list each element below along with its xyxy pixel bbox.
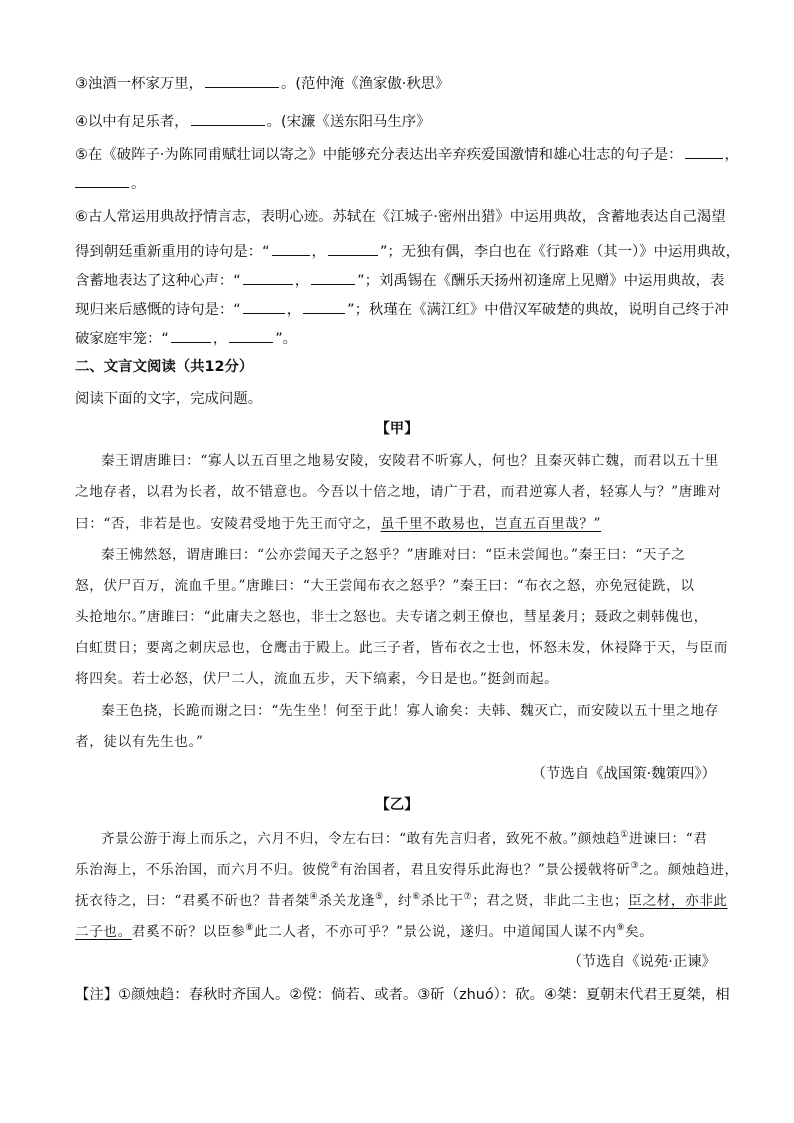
passage-yi-source: （节选自《说苑·正谏》 — [567, 954, 716, 970]
question-6-line4: 现归来后感慨的诗句是：“ ， ”；秋瑾在《满江红》中借汉军破楚的典故，说明自己终于冲 — [75, 299, 726, 317]
passage-jia-line: 之地存者，以君为长者，故不错意也。今吾以十倍之地，请广于君，而君逆寡人者，轻寡人与？”唐雎对 — [75, 484, 722, 500]
passage-yi-line: 抚衣待之，曰：“君奚不斫也？昔者桀④杀关龙逢⑤，纣⑥杀比干⑦；君之贤，非此二主也；臣之材，亦非此 — [75, 892, 728, 909]
underlined-sentence: 虽千里不敢易也，岂直五百里哉？” — [380, 516, 602, 532]
answer-blank[interactable] — [229, 328, 273, 343]
passage-yi-label: 【乙】 — [375, 797, 419, 813]
passage-jia-line: 怒，伏尸百万，流血千里。”唐雎曰：“大王尝闻布衣之怒乎？”秦王曰：“布衣之怒，亦免冠徒跣，以 — [75, 578, 695, 594]
passage-jia-label: 【甲】 — [375, 421, 419, 437]
answer-blank[interactable] — [75, 173, 129, 188]
question-6-line5: 破家庭牢笼：“ ， ”。 — [75, 328, 726, 346]
answer-blank[interactable] — [685, 144, 723, 159]
answer-blank[interactable] — [311, 270, 355, 285]
question-6: ⑥古人常运用典故抒情言志，表明心迹。苏轼在《江城子·密州出猎》中运用典故，含蓄地表达自己渴望 — [75, 209, 726, 225]
answer-blank[interactable] — [303, 299, 345, 314]
answer-blank[interactable] — [272, 241, 310, 256]
underlined-sentence: 二子也。 — [75, 924, 132, 940]
passage-jia-line: 秦王色挠，长跪而谢之曰：“先生坐！何至于此！寡人谕矣：夫韩、魏灭亡，而安陵以五十里之地存 — [101, 703, 719, 719]
question-4: ④以中有足乐者， 。(宋濂《送东阳马生序》 — [75, 111, 726, 129]
question-3: ③浊酒一杯家万里， 。(范仲淹《渔家傲·秋思》 — [75, 73, 726, 91]
passage-jia-line: 秦王谓唐雎曰：“寡人以五百里之地易安陵，安陵君不听寡人，何也？且秦灭韩亡魏，而君以五十里 — [101, 453, 719, 469]
answer-blank[interactable] — [243, 299, 285, 314]
passage-jia-line: 将四矣。若士必怒，伏尸二人，流血五步，天下缟素，今日是也。”挺剑而起。 — [75, 671, 559, 687]
question-5-cont: 。 — [75, 173, 726, 191]
passage-yi-line: 二子也。君奚不斫？以臣参⑧此二人者，不亦可乎？”景公说，遂归。中道闻国人谋不内⑨矣。 — [75, 923, 654, 940]
passage-yi-line: 乐治海上，不乐治国，而六月不归。彼傥②有治国者，君且安得乐此海也？”景公援戟将斫③之。颜烛趋进， — [75, 861, 739, 878]
answer-blank[interactable] — [328, 241, 378, 256]
answer-blank[interactable] — [191, 111, 265, 126]
passage-jia-line: 秦王怫然怒，谓唐雎曰：“公亦尝闻天子之怒乎？”唐雎对曰：“臣未尝闻也。”秦王曰：“天子之 — [101, 547, 686, 563]
section-heading: 二、文言文阅读（共12分） — [75, 359, 254, 375]
underlined-sentence: 臣之材，亦非此 — [628, 893, 728, 909]
question-6-line2: 得到朝廷重新重用的诗句是：“ ， ”；无独有偶，李白也在《行路难（其一）》中运用典故， — [75, 241, 726, 259]
question-5: ⑤在《破阵子·为陈同甫赋壮词以寄之》中能够充分表达出辛弃疾爱国激情和雄心壮志的句子是： ， — [75, 144, 726, 162]
question-6-line3: 含蓄地表达了这种心声：“ ， ”；刘禹锡在《酬乐天扬州初逢席上见赠》中运用典故，表 — [75, 270, 726, 288]
passage-yi-line: 齐景公游于海上而乐之，六月不归，令左右曰：“敢有先言归者，致死不赦。”颜烛趋①进谏曰：“君 — [101, 830, 708, 847]
answer-blank[interactable] — [171, 328, 211, 343]
section-instruction: 阅读下面的文字，完成问题。 — [75, 391, 263, 407]
answer-blank[interactable] — [243, 270, 293, 285]
passage-jia-line: 曰：“否，非若是也。安陵君受地于先王而守之，虽千里不敢易也，岂直五百里哉？” — [75, 516, 602, 532]
footnotes: 【注】①颜烛趋：春秋时齐国人。②傥：倘若、或者。③斫（zhuó）：砍。④桀：夏朝末代君王夏桀，相 — [75, 987, 730, 1003]
answer-blank[interactable] — [205, 73, 279, 88]
passage-jia-line: 者，徒以有先生也。” — [75, 734, 204, 750]
passage-jia-line: 头抢地尔。”唐雎曰：“此庸夫之怒也，非士之怒也。夫专诸之刺王僚也，彗星袭月；聂政之刺韩傀也， — [75, 609, 708, 625]
passage-jia-source: （节选自《战国策·魏策四》） — [531, 766, 716, 782]
passage-jia-line: 白虹贯日；要离之刺庆忌也，仓鹰击于殿上。此三子者，皆布衣之士也，怀怒未发，休祲降于天，与臣而 — [75, 640, 728, 656]
